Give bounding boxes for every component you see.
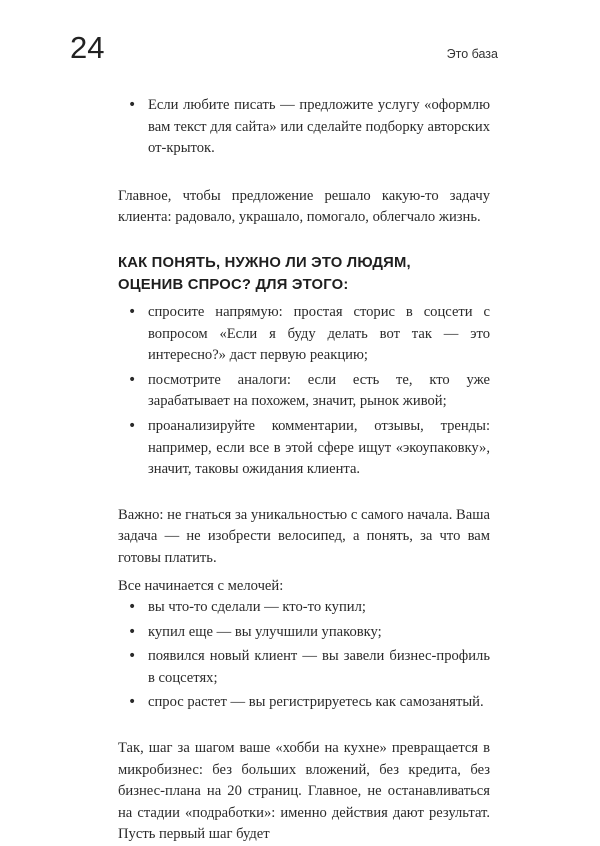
main-paragraph: Главное, чтобы предложение решало какую-то задачу клиента: радовало, украшало, помогало, облегчало жизнь. <box>118 187 490 226</box>
list-item: • спрос растет — вы регистрируетесь как самозанятый. <box>118 692 490 714</box>
list-item: • спросите напрямую: простая сторис в соцсети с вопросом «Если я буду делать вот так — это интересно?» даст первую реакцию; <box>118 302 490 367</box>
heading-line-1: КАК ПОНЯТЬ, НУЖНО ЛИ ЭТО ЛЮДЯМ, <box>118 254 411 271</box>
page-number: 24 <box>70 30 105 65</box>
body-text <box>118 95 490 846</box>
closing-paragraph: Так, шаг за шагом ваше «хобби на кухне» превращается в микробизнес: без больших вложений, без кредита, без бизнес-плана на 20 страниц. Главное, не останавливаться на стадии «подработки»: именно действия дают результат. Пусть первый шаг будет <box>118 740 490 843</box>
heading-line-2: ОЦЕНИВ СПРОС? ДЛЯ ЭТОГО: <box>118 276 349 293</box>
important-paragraph: Важно: не гнаться за уникальностью с самого начала. Ваша задача — не изобрести велосипед, а понять, за что вам готовы платить. <box>118 506 490 566</box>
list-item: • вы что-то сделали — кто-то купил; <box>118 597 490 619</box>
demand-bullet-list <box>118 302 490 481</box>
section-heading <box>118 252 490 296</box>
small-start-list <box>118 597 490 714</box>
list-item: • посмотрите аналоги: если есть те, кто уже зарабатывает на похожем, значит, рынок живой; <box>118 370 490 413</box>
list-item: • проанализируйте комментарии, отзывы, тренды: например, если все в этой сфере ищут «экоупаковку», значит, таковы ожидания клиента. <box>118 416 490 481</box>
list-item: • появился новый клиент — вы завели бизнес-профиль в соцсетях; <box>118 646 490 689</box>
small-start-lead: Все начинается с мелочей: <box>118 577 284 594</box>
intro-bullet-list <box>118 95 490 160</box>
running-head: Это база <box>446 47 498 61</box>
list-item: • купил еще — вы улучшили упаковку; <box>118 622 490 644</box>
list-item: • Если любите писать — предложите услугу «оформлю вам текст для сайта» или сделайте подборку авторских от-крыток. <box>118 95 490 160</box>
